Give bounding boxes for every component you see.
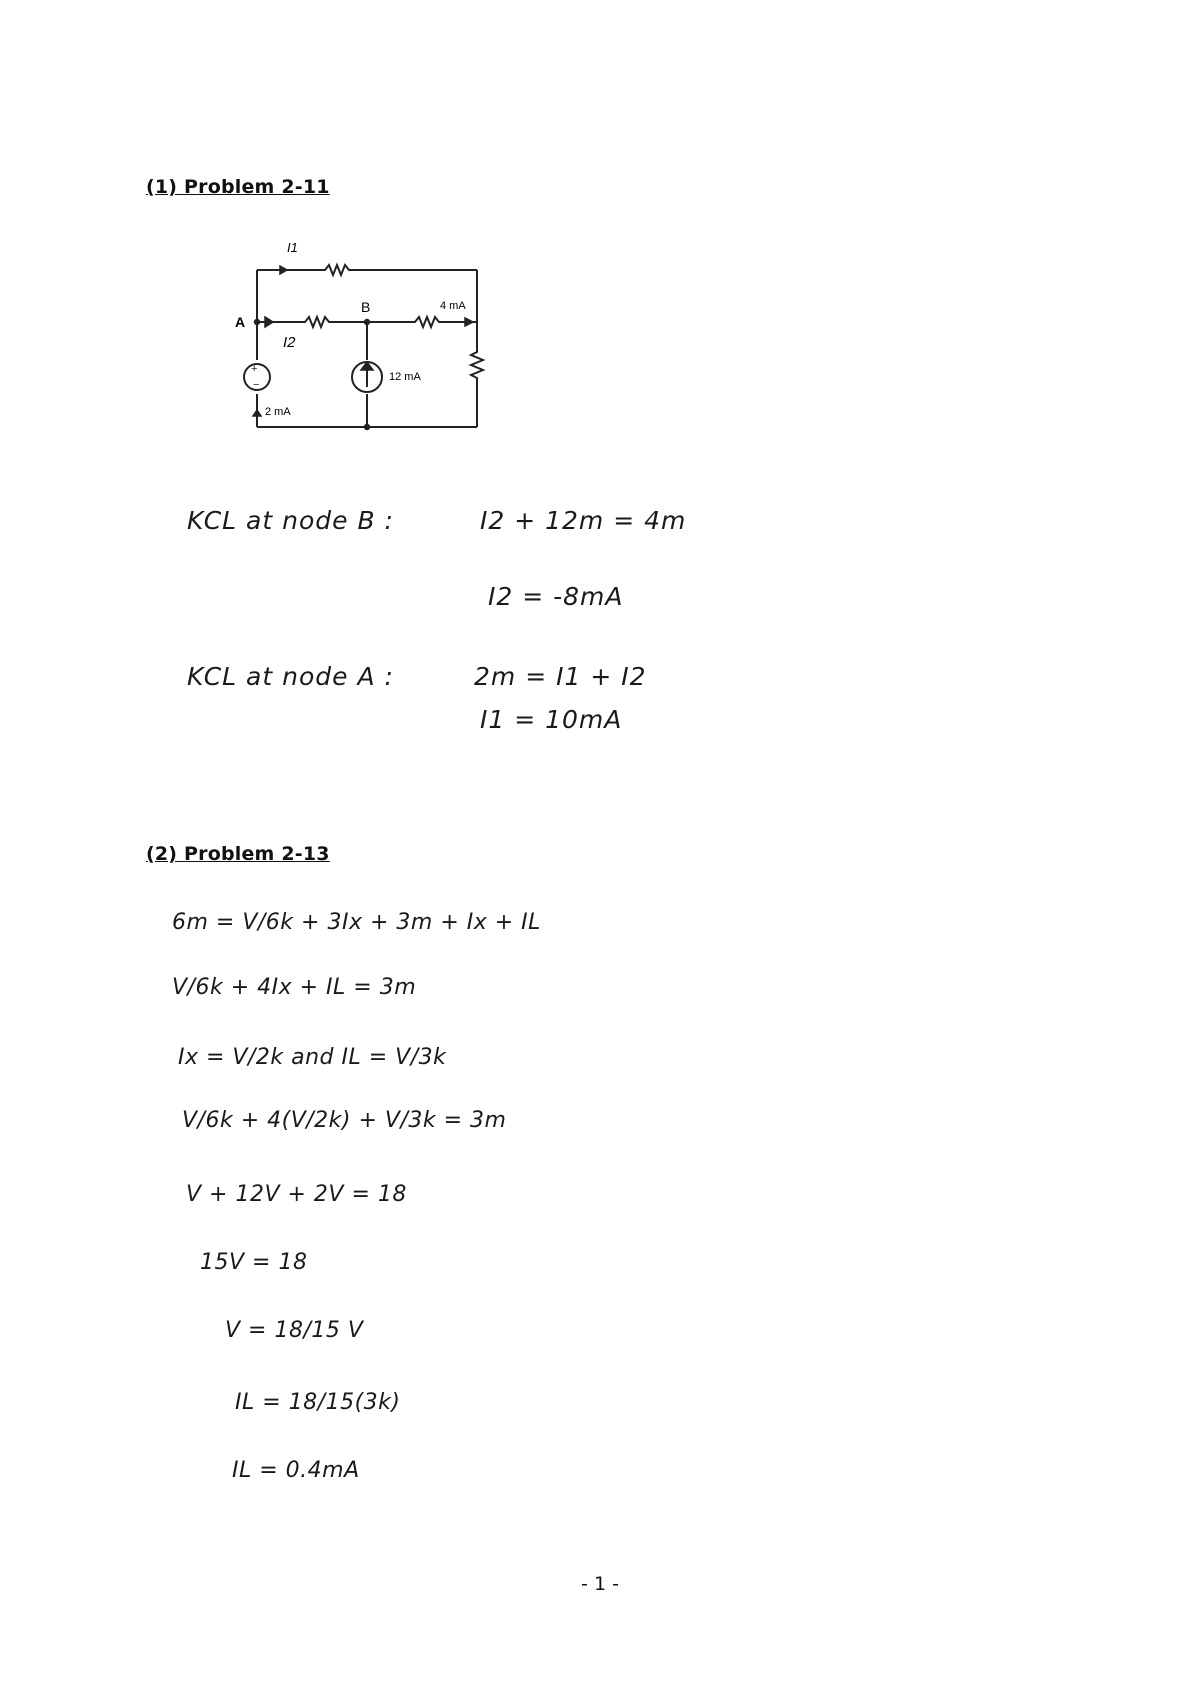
label-i1: I1 — [287, 240, 298, 255]
label-4ma: 4 mA — [440, 300, 466, 312]
equation-line: V + 12V + 2V = 18 — [186, 1182, 407, 1207]
equation-line: 6m = V/6k + 3Ix + 3m + Ix + IL — [172, 910, 541, 935]
equation-line: IL = 18/15(3k) — [235, 1390, 401, 1415]
label-node-b: B — [361, 299, 371, 315]
circuit-diagram — [225, 232, 495, 432]
kcl-node-b-equation: I2 + 12m = 4m — [480, 506, 687, 535]
label-node-a: A — [235, 314, 246, 330]
page-number: - 1 - — [581, 1573, 619, 1595]
equation-line: Ix = V/2k and IL = V/3k — [178, 1045, 447, 1070]
equation-line: V = 18/15 V — [225, 1318, 364, 1343]
label-2ma: 2 mA — [265, 406, 291, 418]
kcl-node-a-label: KCL at node A : — [187, 662, 394, 691]
kcl-node-b-label: KCL at node B : — [187, 506, 394, 535]
equation-line: IL = 0.4mA — [232, 1458, 360, 1483]
top-resistor-branch — [257, 265, 477, 275]
equation-line: V/6k + 4Ix + IL = 3m — [172, 975, 417, 1000]
problem-2-13-heading: (2) Problem 2-13 — [146, 843, 330, 865]
label-12ma: 12 mA — [389, 371, 421, 383]
problem-2-11-heading: (1) Problem 2-11 — [146, 176, 330, 198]
kcl-node-a-equation: 2m = I1 + I2 — [474, 662, 647, 691]
b-right-resistor — [367, 317, 477, 327]
equation-line: V/6k + 4(V/2k) + V/3k = 3m — [182, 1108, 507, 1133]
equation-line: 15V = 18 — [200, 1250, 308, 1275]
svg-text:+: + — [251, 363, 258, 375]
right-resistor-branch — [471, 270, 483, 427]
label-i2: I2 — [283, 334, 296, 351]
i1-result: I1 = 10mA — [480, 705, 623, 734]
i2-result: I2 = -8mA — [488, 582, 624, 611]
svg-text:−: − — [253, 379, 260, 391]
